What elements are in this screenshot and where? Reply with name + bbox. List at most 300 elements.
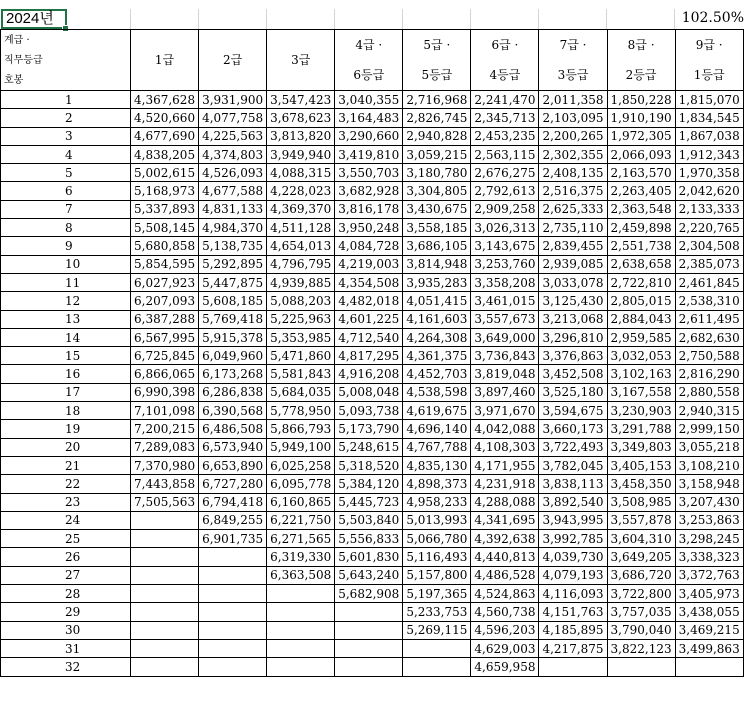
salary-cell[interactable]: 4,916,208: [335, 365, 403, 383]
step-number-cell[interactable]: 18: [1, 402, 131, 420]
salary-cell[interactable]: 5,318,520: [335, 456, 403, 474]
salary-cell[interactable]: 4,228,023: [267, 182, 335, 200]
salary-cell[interactable]: 2,884,043: [607, 310, 675, 328]
salary-cell[interactable]: 4,088,315: [267, 164, 335, 182]
step-number-cell[interactable]: 14: [1, 328, 131, 346]
salary-cell[interactable]: 3,649,205: [607, 548, 675, 566]
salary-cell[interactable]: 3,125,430: [539, 292, 607, 310]
salary-cell[interactable]: 3,349,803: [607, 438, 675, 456]
salary-cell[interactable]: 3,557,878: [607, 511, 675, 529]
salary-cell[interactable]: 4,511,128: [267, 219, 335, 237]
salary-cell[interactable]: 5,002,615: [131, 164, 199, 182]
salary-cell[interactable]: 3,594,675: [539, 402, 607, 420]
salary-cell[interactable]: 5,173,790: [335, 420, 403, 438]
salary-cell[interactable]: 3,291,788: [607, 420, 675, 438]
salary-cell[interactable]: 5,680,858: [131, 237, 199, 255]
salary-cell[interactable]: 5,445,723: [335, 493, 403, 511]
salary-cell[interactable]: 3,230,903: [607, 402, 675, 420]
salary-cell[interactable]: 2,792,613: [471, 182, 539, 200]
salary-cell[interactable]: 3,167,558: [607, 383, 675, 401]
salary-cell[interactable]: 4,231,918: [471, 475, 539, 493]
salary-cell[interactable]: [199, 639, 267, 657]
salary-cell[interactable]: 4,524,863: [471, 585, 539, 603]
salary-cell[interactable]: 2,453,235: [471, 127, 539, 145]
salary-cell[interactable]: 3,499,863: [675, 639, 743, 657]
salary-cell[interactable]: 3,557,673: [471, 310, 539, 328]
salary-cell[interactable]: 2,826,745: [403, 109, 471, 127]
salary-cell[interactable]: 2,676,275: [471, 164, 539, 182]
grade-header-cell[interactable]: [131, 30, 199, 91]
salary-cell[interactable]: 3,055,218: [675, 438, 743, 456]
salary-cell[interactable]: 2,999,150: [675, 420, 743, 438]
step-number-cell[interactable]: 3: [1, 127, 131, 145]
salary-cell[interactable]: 2,133,333: [675, 200, 743, 218]
salary-cell[interactable]: 5,581,843: [267, 365, 335, 383]
salary-cell[interactable]: 5,292,895: [199, 255, 267, 273]
step-number-cell[interactable]: 21: [1, 456, 131, 474]
salary-cell[interactable]: 3,686,720: [607, 566, 675, 584]
salary-cell[interactable]: 3,026,313: [471, 219, 539, 237]
salary-cell[interactable]: 3,931,900: [199, 91, 267, 109]
step-number-cell[interactable]: 19: [1, 420, 131, 438]
salary-cell[interactable]: 6,727,280: [199, 475, 267, 493]
salary-cell[interactable]: 5,093,738: [335, 402, 403, 420]
salary-cell[interactable]: 3,604,310: [607, 530, 675, 548]
step-number-cell[interactable]: 11: [1, 273, 131, 291]
step-number-cell[interactable]: 24: [1, 511, 131, 529]
salary-cell[interactable]: 6,387,288: [131, 310, 199, 328]
salary-cell[interactable]: 4,219,003: [335, 255, 403, 273]
salary-cell[interactable]: 6,573,940: [199, 438, 267, 456]
salary-cell[interactable]: 4,538,598: [403, 383, 471, 401]
salary-cell[interactable]: 6,207,093: [131, 292, 199, 310]
grade-header-cell[interactable]: [403, 30, 471, 91]
salary-cell[interactable]: 4,217,875: [539, 639, 607, 657]
salary-cell[interactable]: 3,040,355: [335, 91, 403, 109]
salary-cell[interactable]: [607, 658, 675, 676]
salary-cell[interactable]: 7,370,980: [131, 456, 199, 474]
salary-cell[interactable]: 4,817,295: [335, 347, 403, 365]
salary-cell[interactable]: 3,419,810: [335, 145, 403, 163]
salary-cell[interactable]: 2,909,258: [471, 200, 539, 218]
salary-cell[interactable]: 2,551,738: [607, 237, 675, 255]
salary-cell[interactable]: 3,358,208: [471, 273, 539, 291]
salary-cell[interactable]: 6,901,735: [199, 530, 267, 548]
salary-cell[interactable]: [131, 566, 199, 584]
salary-cell[interactable]: 6,027,923: [131, 273, 199, 291]
salary-cell[interactable]: 3,897,460: [471, 383, 539, 401]
salary-cell[interactable]: 4,831,133: [199, 200, 267, 218]
salary-cell[interactable]: 4,619,675: [403, 402, 471, 420]
salary-cell[interactable]: 1,972,305: [607, 127, 675, 145]
salary-cell[interactable]: 2,220,765: [675, 219, 743, 237]
salary-cell[interactable]: 3,816,178: [335, 200, 403, 218]
salary-cell[interactable]: 3,971,670: [471, 402, 539, 420]
salary-cell[interactable]: 2,880,558: [675, 383, 743, 401]
salary-cell[interactable]: [131, 658, 199, 676]
grade-header-cell[interactable]: [267, 30, 335, 91]
salary-cell[interactable]: 4,042,088: [471, 420, 539, 438]
salary-cell[interactable]: 6,025,258: [267, 456, 335, 474]
salary-cell[interactable]: 3,296,810: [539, 328, 607, 346]
salary-cell[interactable]: 3,059,215: [403, 145, 471, 163]
salary-cell[interactable]: 4,898,373: [403, 475, 471, 493]
salary-cell[interactable]: [131, 603, 199, 621]
step-number-cell[interactable]: 7: [1, 200, 131, 218]
selected-cell-a1[interactable]: 2024년: [1, 9, 67, 29]
salary-cell[interactable]: [199, 548, 267, 566]
salary-cell[interactable]: 1,912,343: [675, 145, 743, 163]
salary-cell[interactable]: 4,596,203: [471, 621, 539, 639]
grade-header-cell[interactable]: [199, 30, 267, 91]
salary-cell[interactable]: 3,547,423: [267, 91, 335, 109]
step-number-cell[interactable]: 5: [1, 164, 131, 182]
salary-cell[interactable]: 3,838,113: [539, 475, 607, 493]
salary-cell[interactable]: [199, 603, 267, 621]
salary-cell[interactable]: 7,200,215: [131, 420, 199, 438]
salary-cell[interactable]: 3,943,995: [539, 511, 607, 529]
salary-cell[interactable]: 2,940,315: [675, 402, 743, 420]
salary-cell[interactable]: 6,794,418: [199, 493, 267, 511]
salary-cell[interactable]: 2,345,713: [471, 109, 539, 127]
step-number-cell[interactable]: 2: [1, 109, 131, 127]
salary-cell[interactable]: 3,108,210: [675, 456, 743, 474]
step-number-cell[interactable]: 13: [1, 310, 131, 328]
salary-cell[interactable]: 5,643,240: [335, 566, 403, 584]
salary-cell[interactable]: 3,461,015: [471, 292, 539, 310]
salary-cell[interactable]: 3,992,785: [539, 530, 607, 548]
salary-cell[interactable]: 3,813,820: [267, 127, 335, 145]
salary-cell[interactable]: 4,984,370: [199, 219, 267, 237]
salary-cell[interactable]: 6,567,995: [131, 328, 199, 346]
salary-cell[interactable]: 2,716,968: [403, 91, 471, 109]
salary-cell[interactable]: 3,736,843: [471, 347, 539, 365]
salary-cell[interactable]: 3,782,045: [539, 456, 607, 474]
step-number-cell[interactable]: 31: [1, 639, 131, 657]
salary-cell[interactable]: 5,233,753: [403, 603, 471, 621]
salary-cell[interactable]: 1,970,358: [675, 164, 743, 182]
salary-cell[interactable]: 3,405,973: [675, 585, 743, 603]
salary-cell[interactable]: [199, 658, 267, 676]
salary-cell[interactable]: 4,151,763: [539, 603, 607, 621]
salary-cell[interactable]: 3,338,323: [675, 548, 743, 566]
salary-cell[interactable]: 3,550,703: [335, 164, 403, 182]
rate-cell[interactable]: 102.50%: [681, 10, 744, 26]
salary-cell[interactable]: 3,102,163: [607, 365, 675, 383]
salary-cell[interactable]: 2,263,405: [607, 182, 675, 200]
salary-cell[interactable]: [335, 621, 403, 639]
salary-cell[interactable]: 4,392,638: [471, 530, 539, 548]
step-number-cell[interactable]: 10: [1, 255, 131, 273]
salary-cell[interactable]: 2,722,810: [607, 273, 675, 291]
salary-cell[interactable]: 2,363,548: [607, 200, 675, 218]
salary-cell[interactable]: 2,241,470: [471, 91, 539, 109]
salary-cell[interactable]: 6,363,508: [267, 566, 335, 584]
salary-cell[interactable]: 3,452,508: [539, 365, 607, 383]
salary-cell[interactable]: [267, 639, 335, 657]
salary-cell[interactable]: 3,253,760: [471, 255, 539, 273]
grade-header-cell[interactable]: [335, 30, 403, 91]
step-number-cell[interactable]: 32: [1, 658, 131, 676]
salary-cell[interactable]: [335, 639, 403, 657]
salary-cell[interactable]: 3,722,800: [607, 585, 675, 603]
salary-cell[interactable]: 2,385,073: [675, 255, 743, 273]
step-number-cell[interactable]: 16: [1, 365, 131, 383]
salary-cell[interactable]: 2,638,658: [607, 255, 675, 273]
salary-cell[interactable]: [267, 585, 335, 603]
salary-cell[interactable]: [199, 585, 267, 603]
salary-cell[interactable]: 2,042,620: [675, 182, 743, 200]
salary-cell[interactable]: 5,384,120: [335, 475, 403, 493]
salary-cell[interactable]: 3,180,780: [403, 164, 471, 182]
salary-cell[interactable]: 3,682,928: [335, 182, 403, 200]
step-number-cell[interactable]: 28: [1, 585, 131, 603]
salary-cell[interactable]: 4,629,003: [471, 639, 539, 657]
salary-cell[interactable]: 4,659,958: [471, 658, 539, 676]
salary-cell[interactable]: 3,372,763: [675, 566, 743, 584]
step-number-cell[interactable]: 20: [1, 438, 131, 456]
salary-cell[interactable]: 6,725,845: [131, 347, 199, 365]
salary-cell[interactable]: 5,138,735: [199, 237, 267, 255]
salary-cell[interactable]: 2,805,015: [607, 292, 675, 310]
salary-cell[interactable]: 6,990,398: [131, 383, 199, 401]
step-number-cell[interactable]: 15: [1, 347, 131, 365]
step-number-cell[interactable]: 30: [1, 621, 131, 639]
salary-cell[interactable]: 3,790,040: [607, 621, 675, 639]
salary-cell[interactable]: 6,390,568: [199, 402, 267, 420]
salary-cell[interactable]: 4,835,130: [403, 456, 471, 474]
salary-cell[interactable]: [335, 603, 403, 621]
salary-cell[interactable]: 3,722,493: [539, 438, 607, 456]
salary-cell[interactable]: 5,866,793: [267, 420, 335, 438]
salary-cell[interactable]: 4,374,803: [199, 145, 267, 163]
salary-cell[interactable]: [267, 658, 335, 676]
salary-cell[interactable]: 6,271,565: [267, 530, 335, 548]
salary-cell[interactable]: 5,088,203: [267, 292, 335, 310]
salary-cell[interactable]: 3,376,863: [539, 347, 607, 365]
salary-cell[interactable]: 4,341,695: [471, 511, 539, 529]
salary-cell[interactable]: 3,430,675: [403, 200, 471, 218]
salary-cell[interactable]: 4,939,885: [267, 273, 335, 291]
salary-cell[interactable]: 5,447,875: [199, 273, 267, 291]
salary-cell[interactable]: 2,459,898: [607, 219, 675, 237]
salary-cell[interactable]: 3,649,000: [471, 328, 539, 346]
salary-cell[interactable]: 4,440,813: [471, 548, 539, 566]
salary-cell[interactable]: 3,950,248: [335, 219, 403, 237]
salary-cell[interactable]: 1,910,190: [607, 109, 675, 127]
salary-cell[interactable]: 4,161,603: [403, 310, 471, 328]
salary-cell[interactable]: 3,892,540: [539, 493, 607, 511]
salary-cell[interactable]: 5,225,963: [267, 310, 335, 328]
salary-cell[interactable]: 4,288,088: [471, 493, 539, 511]
step-number-cell[interactable]: 22: [1, 475, 131, 493]
salary-cell[interactable]: 2,939,085: [539, 255, 607, 273]
salary-cell[interactable]: 3,304,805: [403, 182, 471, 200]
salary-cell[interactable]: 3,438,055: [675, 603, 743, 621]
salary-cell[interactable]: 6,160,865: [267, 493, 335, 511]
salary-cell[interactable]: 3,290,660: [335, 127, 403, 145]
salary-cell[interactable]: 3,814,948: [403, 255, 471, 273]
salary-cell[interactable]: [403, 639, 471, 657]
salary-cell[interactable]: 4,560,738: [471, 603, 539, 621]
salary-cell[interactable]: 2,816,290: [675, 365, 743, 383]
salary-cell[interactable]: 5,248,615: [335, 438, 403, 456]
salary-cell[interactable]: 5,116,493: [403, 548, 471, 566]
salary-cell[interactable]: 5,508,145: [131, 219, 199, 237]
salary-cell[interactable]: 3,558,185: [403, 219, 471, 237]
salary-cell[interactable]: 4,039,730: [539, 548, 607, 566]
salary-cell[interactable]: 4,108,303: [471, 438, 539, 456]
step-number-cell[interactable]: 26: [1, 548, 131, 566]
salary-cell[interactable]: [403, 658, 471, 676]
salary-cell[interactable]: 4,264,308: [403, 328, 471, 346]
salary-cell[interactable]: 3,213,068: [539, 310, 607, 328]
salary-cell[interactable]: 5,684,035: [267, 383, 335, 401]
salary-cell[interactable]: 2,940,828: [403, 127, 471, 145]
salary-cell[interactable]: 4,225,563: [199, 127, 267, 145]
salary-cell[interactable]: 7,101,098: [131, 402, 199, 420]
salary-cell[interactable]: 2,304,508: [675, 237, 743, 255]
salary-cell[interactable]: [675, 658, 743, 676]
salary-cell[interactable]: 6,049,960: [199, 347, 267, 365]
salary-cell[interactable]: 4,677,588: [199, 182, 267, 200]
salary-cell[interactable]: 5,601,830: [335, 548, 403, 566]
salary-cell[interactable]: 4,712,540: [335, 328, 403, 346]
salary-cell[interactable]: 3,757,035: [607, 603, 675, 621]
salary-cell[interactable]: 4,051,415: [403, 292, 471, 310]
salary-cell[interactable]: 7,505,563: [131, 493, 199, 511]
salary-cell[interactable]: 3,508,985: [607, 493, 675, 511]
salary-cell[interactable]: 3,822,123: [607, 639, 675, 657]
salary-cell[interactable]: [267, 621, 335, 639]
salary-cell[interactable]: 5,915,378: [199, 328, 267, 346]
salary-cell[interactable]: [131, 530, 199, 548]
salary-cell[interactable]: 2,959,585: [607, 328, 675, 346]
step-number-cell[interactable]: 9: [1, 237, 131, 255]
salary-cell[interactable]: 3,164,483: [335, 109, 403, 127]
step-number-cell[interactable]: 25: [1, 530, 131, 548]
salary-cell[interactable]: 3,032,053: [607, 347, 675, 365]
salary-cell[interactable]: 5,008,048: [335, 383, 403, 401]
salary-cell[interactable]: 4,767,788: [403, 438, 471, 456]
salary-cell[interactable]: 4,361,375: [403, 347, 471, 365]
salary-cell[interactable]: 3,298,245: [675, 530, 743, 548]
salary-cell[interactable]: 5,769,418: [199, 310, 267, 328]
step-number-cell[interactable]: 23: [1, 493, 131, 511]
salary-cell[interactable]: 5,503,840: [335, 511, 403, 529]
salary-cell[interactable]: 5,168,973: [131, 182, 199, 200]
salary-cell[interactable]: 3,033,078: [539, 273, 607, 291]
salary-cell[interactable]: 4,796,795: [267, 255, 335, 273]
salary-cell[interactable]: 5,682,908: [335, 585, 403, 603]
salary-cell[interactable]: 4,601,225: [335, 310, 403, 328]
salary-cell[interactable]: 2,163,570: [607, 164, 675, 182]
salary-cell[interactable]: 3,525,180: [539, 383, 607, 401]
salary-cell[interactable]: 2,302,355: [539, 145, 607, 163]
grade-header-cell[interactable]: [675, 30, 743, 91]
step-number-cell[interactable]: 1: [1, 91, 131, 109]
step-number-cell[interactable]: 6: [1, 182, 131, 200]
salary-cell[interactable]: 2,735,110: [539, 219, 607, 237]
salary-cell[interactable]: 6,653,890: [199, 456, 267, 474]
salary-cell[interactable]: 4,482,018: [335, 292, 403, 310]
salary-cell[interactable]: 3,158,948: [675, 475, 743, 493]
corner-header-cell[interactable]: [1, 30, 131, 91]
salary-cell[interactable]: 4,486,528: [471, 566, 539, 584]
salary-cell[interactable]: 6,221,750: [267, 511, 335, 529]
salary-cell[interactable]: 7,289,083: [131, 438, 199, 456]
salary-cell[interactable]: 2,066,093: [607, 145, 675, 163]
step-number-cell[interactable]: 27: [1, 566, 131, 584]
salary-cell[interactable]: 1,850,228: [607, 91, 675, 109]
salary-cell[interactable]: 3,678,623: [267, 109, 335, 127]
salary-cell[interactable]: 2,516,375: [539, 182, 607, 200]
salary-cell[interactable]: 6,095,778: [267, 475, 335, 493]
salary-cell[interactable]: 4,077,758: [199, 109, 267, 127]
grade-header-cell[interactable]: [607, 30, 675, 91]
salary-cell[interactable]: 4,116,093: [539, 585, 607, 603]
salary-cell[interactable]: 2,461,845: [675, 273, 743, 291]
salary-cell[interactable]: 1,815,070: [675, 91, 743, 109]
salary-cell[interactable]: 6,866,065: [131, 365, 199, 383]
salary-cell[interactable]: [199, 621, 267, 639]
step-number-cell[interactable]: 12: [1, 292, 131, 310]
salary-cell[interactable]: 2,625,333: [539, 200, 607, 218]
salary-cell[interactable]: 3,949,940: [267, 145, 335, 163]
salary-cell[interactable]: 7,443,858: [131, 475, 199, 493]
salary-cell[interactable]: 6,849,255: [199, 511, 267, 529]
salary-cell[interactable]: 3,143,675: [471, 237, 539, 255]
salary-cell[interactable]: 1,834,545: [675, 109, 743, 127]
step-number-cell[interactable]: 8: [1, 219, 131, 237]
salary-cell[interactable]: 3,469,215: [675, 621, 743, 639]
step-number-cell[interactable]: 4: [1, 145, 131, 163]
salary-cell[interactable]: 5,949,100: [267, 438, 335, 456]
salary-cell[interactable]: 4,838,205: [131, 145, 199, 163]
salary-cell[interactable]: 2,538,310: [675, 292, 743, 310]
salary-cell[interactable]: 6,286,838: [199, 383, 267, 401]
salary-cell[interactable]: 5,013,993: [403, 511, 471, 529]
salary-cell[interactable]: 5,269,115: [403, 621, 471, 639]
salary-cell[interactable]: 4,696,140: [403, 420, 471, 438]
salary-cell[interactable]: 5,197,365: [403, 585, 471, 603]
salary-cell[interactable]: 2,750,588: [675, 347, 743, 365]
salary-cell[interactable]: 5,778,950: [267, 402, 335, 420]
salary-cell[interactable]: 4,452,703: [403, 365, 471, 383]
salary-cell[interactable]: 5,608,185: [199, 292, 267, 310]
salary-cell[interactable]: 5,471,860: [267, 347, 335, 365]
salary-cell[interactable]: [131, 621, 199, 639]
salary-cell[interactable]: 4,520,660: [131, 109, 199, 127]
salary-cell[interactable]: 6,173,268: [199, 365, 267, 383]
salary-cell[interactable]: 5,066,780: [403, 530, 471, 548]
step-number-cell[interactable]: 29: [1, 603, 131, 621]
salary-cell[interactable]: 4,185,895: [539, 621, 607, 639]
salary-cell[interactable]: 4,958,233: [403, 493, 471, 511]
grade-header-cell[interactable]: [539, 30, 607, 91]
salary-cell[interactable]: [131, 585, 199, 603]
salary-cell[interactable]: 4,079,193: [539, 566, 607, 584]
salary-cell[interactable]: 3,819,048: [471, 365, 539, 383]
salary-cell[interactable]: 3,686,105: [403, 237, 471, 255]
salary-cell[interactable]: 5,157,800: [403, 566, 471, 584]
salary-cell[interactable]: 4,354,508: [335, 273, 403, 291]
salary-cell[interactable]: 1,867,038: [675, 127, 743, 145]
salary-cell[interactable]: [267, 603, 335, 621]
salary-cell[interactable]: 5,854,595: [131, 255, 199, 273]
salary-cell[interactable]: 4,367,628: [131, 91, 199, 109]
salary-cell[interactable]: 3,207,430: [675, 493, 743, 511]
